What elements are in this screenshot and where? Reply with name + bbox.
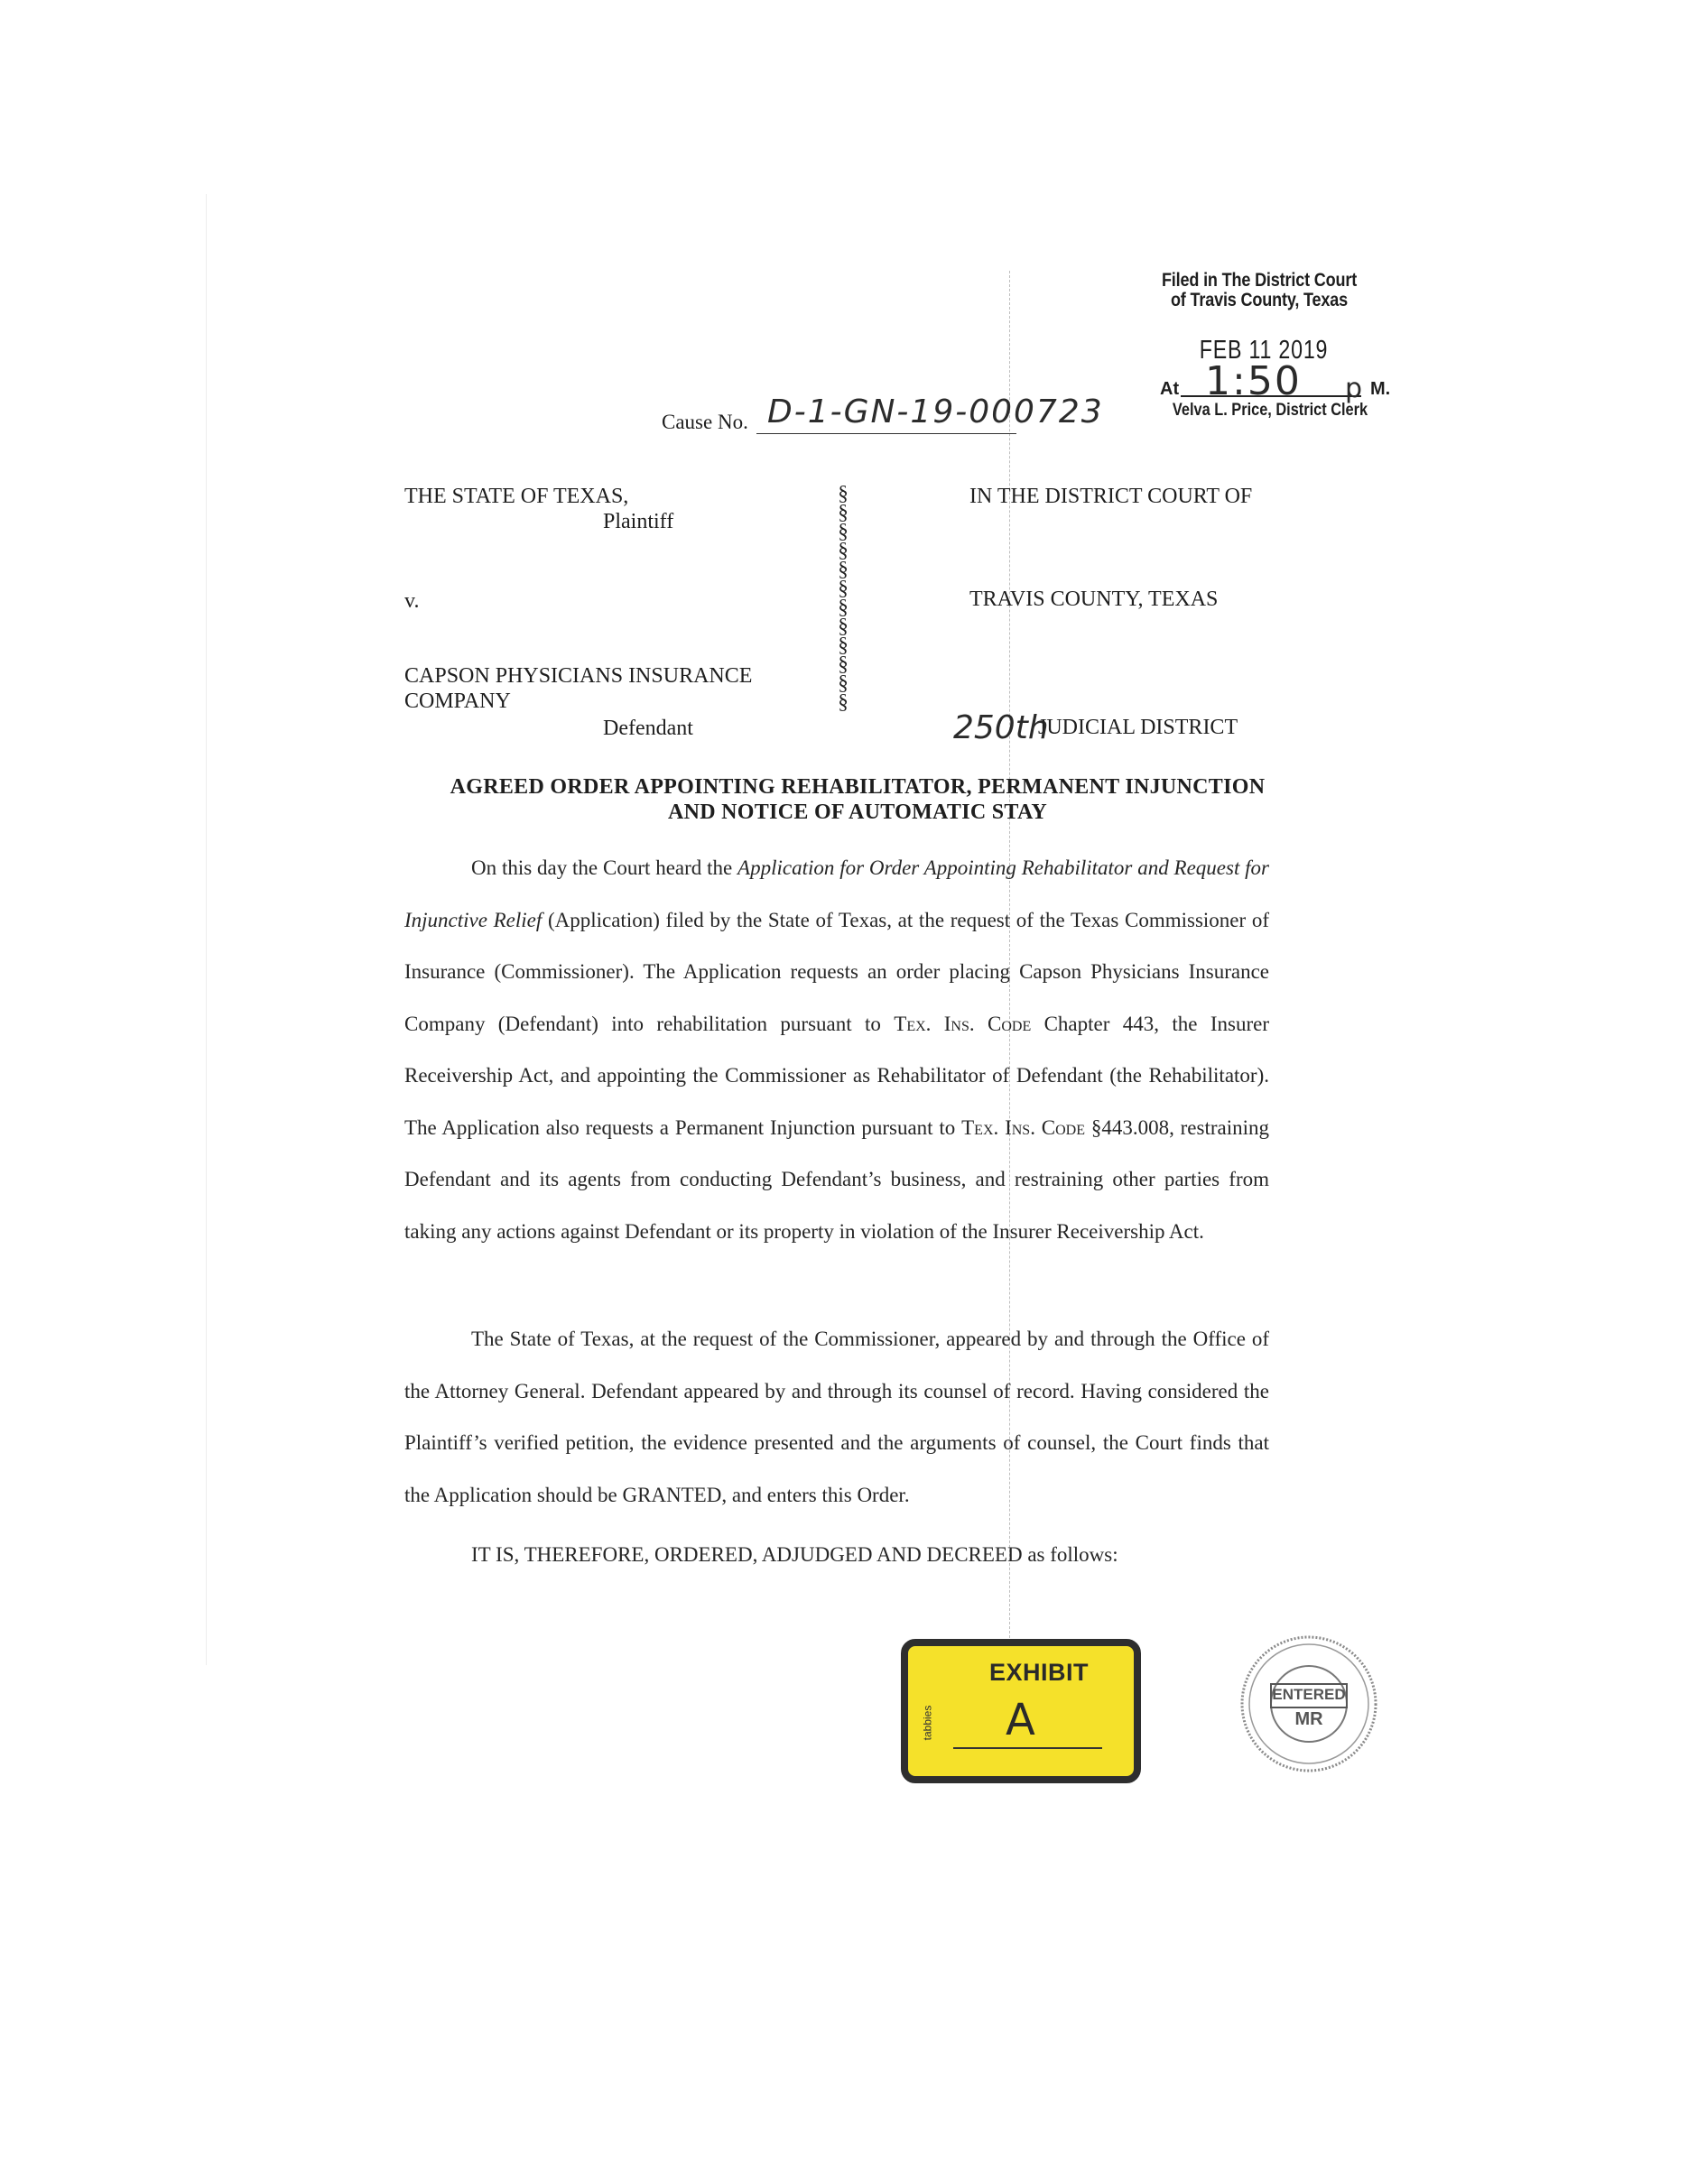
filed-stamp-m-label: M. (1370, 379, 1391, 399)
cause-number-label: Cause No. (662, 411, 748, 433)
cause-number-line (756, 433, 1016, 434)
section-symbol-column (834, 484, 852, 711)
filed-stamp-line1: Filed in The District Court (1161, 270, 1358, 291)
seal-graphic (1237, 1632, 1381, 1776)
versus: v. (404, 589, 420, 613)
defendant-role: Defendant (603, 717, 693, 740)
scan-edge (206, 194, 207, 1665)
p1-code-citation-2: Tex. Ins. Code (961, 1115, 1085, 1139)
section-symbol: § (838, 596, 849, 618)
section-symbol: § (838, 690, 849, 713)
body-paragraph-1 (404, 842, 1269, 1257)
court-line1: IN THE DISTRICT COURT OF (969, 485, 1253, 508)
filed-stamp-at-label: At (1160, 379, 1180, 399)
p1-text-c: Chapter 443, the Insurer Receivership Act, and appointing the Commissioner as Rehabilitator of Defendant (the Rehabilitator). The Application also requests a Permanent Injunction pursuant to (404, 1012, 1269, 1139)
district-suffix: JUDICIAL DISTRICT (1038, 716, 1238, 739)
body-paragraph-3: IT IS, THEREFORE, ORDERED, ADJUDGED AND DECREED as follows: (471, 1543, 1118, 1566)
exhibit-letter: A (1006, 1695, 1035, 1745)
defendant-name-line1: CAPSON PHYSICIANS INSURANCE (404, 664, 753, 688)
defendant-name-line2: COMPANY (404, 689, 511, 713)
document-title (379, 774, 1336, 825)
plaintiff-role: Plaintiff (603, 510, 674, 533)
exhibit-title: EXHIBIT (988, 1659, 1089, 1686)
section-symbol: § (838, 520, 849, 542)
filed-stamp-line2: of Travis County, Texas (1170, 290, 1349, 310)
section-symbol: § (838, 577, 849, 599)
section-symbol: § (838, 615, 849, 637)
filed-stamp-ampm: p (1345, 373, 1363, 404)
p1-code-citation-1: Tex. Ins. Code (894, 1012, 1032, 1035)
section-symbol: § (838, 671, 849, 694)
filed-stamp-time: 1:50 (1205, 358, 1302, 404)
seal-initials: MR (1294, 1709, 1323, 1729)
p1-text-d: §443.008, restraining Defendant and its agents from conducting Defendant’s business, and restraining other parties from taking any actions against Defendant or its property in violation of the Insurer Receivership Act. (404, 1115, 1270, 1243)
p1-application-title: Application for Order Appointing Rehabilitator and Request for Injunctive Relief (404, 856, 1270, 931)
court-entered-seal (1237, 1632, 1381, 1776)
exhibit-brand: tabbies (921, 1705, 934, 1741)
exhibit-sticker (901, 1639, 1141, 1783)
cause-number-value: D-1-GN-19-000723 (767, 393, 1104, 430)
exhibit-underline (953, 1747, 1102, 1749)
document-title-line2: AND NOTICE OF AUTOMATIC STAY (667, 800, 1048, 824)
p1-text-b: (Application) filed by the State of Texas, at the request of the Texas Commissioner of Insurance (Commissioner). The Application requests an order placing Capson Physicians Insurance Company (Defendant) into rehabilitation pursuant to (404, 908, 1270, 1035)
p1-text-a: On this day the Court heard the (471, 856, 738, 879)
filed-stamp-date: FEB 11 2019 (1199, 336, 1329, 365)
section-symbol: § (838, 482, 849, 504)
section-symbol: § (838, 539, 849, 561)
seal-entered: ENTERED (1272, 1686, 1346, 1703)
district-number: 250th (953, 709, 1049, 746)
plaintiff-name: THE STATE OF TEXAS, (404, 485, 629, 508)
section-symbol: § (838, 501, 849, 523)
filed-stamp-clerk: Velva L. Price, District Clerk (1172, 401, 1368, 420)
court-line2: TRAVIS COUNTY, TEXAS (969, 588, 1219, 611)
filed-stamp-heading (1143, 271, 1376, 310)
document-title-line1: AGREED ORDER APPOINTING REHABILITATOR, PERMANENT INJUNCTION (450, 775, 1266, 799)
section-symbol: § (838, 634, 849, 656)
body-paragraph-2: The State of Texas, at the request of the Commissioner, appeared by and through the Office of the Attorney General. Defendant appeared by and through its counsel of record. Having considered the Plaintiff’s verified petition, the evidence presented and the arguments of counsel, the Court finds that the Application should be GRANTED, and enters this Order. (404, 1328, 1269, 1506)
section-symbol: § (838, 558, 849, 580)
section-symbol: § (838, 652, 849, 675)
